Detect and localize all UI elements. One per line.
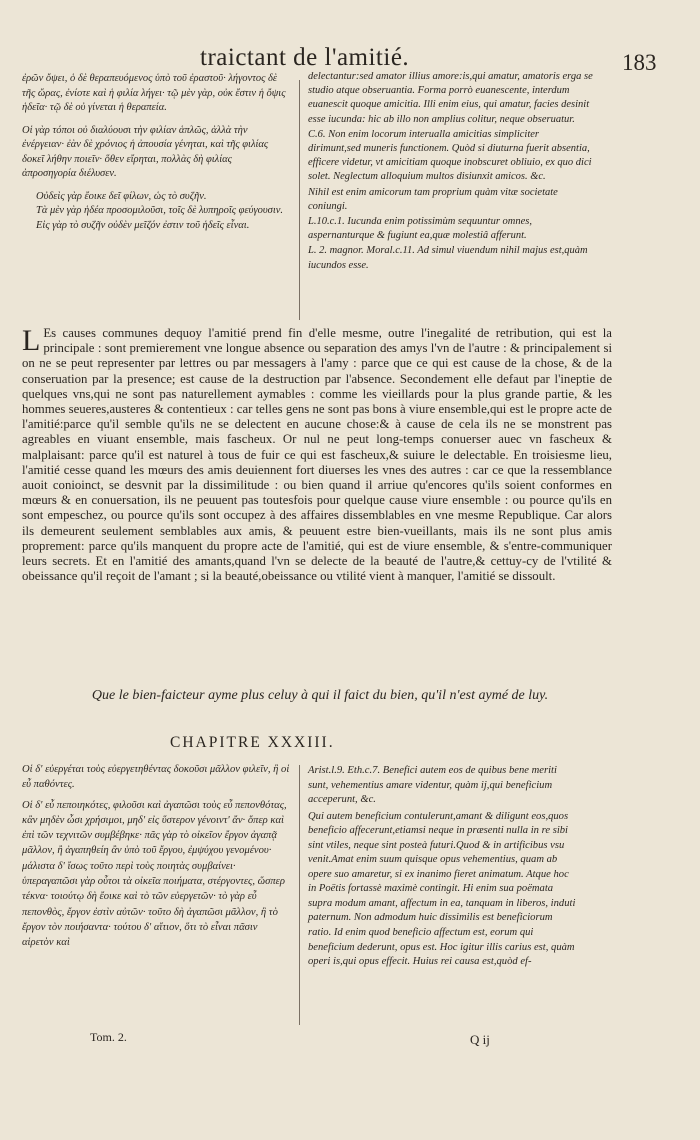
column-rule [299, 765, 300, 1025]
volume-mark: Tom. 2. [90, 1030, 127, 1044]
latin-paragraph: Qui autem beneficium contulerunt,amant & diligunt eos,quos beneficio affecerunt,etiamsi neque in præsenti nulla in re sibi sint vtiles, neque sint posteà futuri.Quod & in artificibus vsu venit.Amat enim suum quisque opus vehementius, quam ab opere suo amaretur, si ex inanimo fieret animatum. Atque hoc in Poëtis fortassè maximè contingit. Hi enim sua poëmata supra modum amant, affectum in ea, tanquam in liberos, induti paternum. Non admodum huic dissimilis est beneficiorum ratio. Id enim quod beneficio affectum est, eorum qui beneficium dederunt, opus est. Hoc igitur illis carius est, quàm operi is,qui opus effecit. Huius rei causa est,quòd ef- [308, 810, 576, 968]
greek-verse: Εἰς γὰρ τὸ συζῆν οὐδὲν μεῖζόν ἐστιν τοῦ ἡδεῖς εἶναι. [36, 219, 250, 231]
column-rule [299, 80, 300, 320]
greek-column-top [22, 72, 287, 233]
latin-paragraph: delectantur:sed amator illius amore:is,qui amatur, amatoris erga se studio atque obseruantia. Forma porrò euanescente, interdum euanescit quoque amicitia. Illi enim eius, qui amatur, facies desinit esse iucunda: hic ab illo non amplius colitur, neque obseruatur. [308, 71, 593, 125]
latin-paragraph: Nihil est enim amicorum tam proprium quàm vitæ societate coniungi. [308, 186, 558, 212]
greek-paragraph: Οἱ γὰρ τόποι οὐ διαλύουσι τὴν φιλίαν ἁπλῶς, ἀλλὰ τὴν ἐνέργειαν· ἐὰν δὲ χρόνιος ἡ ἀπουσία γένηται, καὶ τῆς φιλίας δοκεῖ λήθην ποιεῖν· ὅθεν εἴρηται, πολλὰς δὴ φιλίας ἀπροσηγορία διέλυσεν. [22, 124, 269, 179]
latin-paragraph: C.6. Non enim locorum interualla amicitias simpliciter dirimunt,sed muneris functionem. Quòd si diuturna fuerit absentia, efficere videtur, vt amicitiam quoque inobscuret obliuio, ex quo dici solet. Neglectum alloquium multos disiunxit amicos. &c. [308, 128, 592, 183]
signature-mark: Q ij [470, 1032, 490, 1047]
latin-paragraph: Arist.l.9. Eth.c.7. Benefici autem eos de quibus bene meriti sunt, vehementius amare videntur, quàm ij,qui beneficium acceperunt, &c. [308, 765, 557, 806]
running-title: traictant de l'amitié. [200, 44, 410, 71]
greek-verse: Τὰ μὲν γὰρ ἡδέα προσομιλοῦσι, τοῖς δὲ λυπηροῖς φεύγουσιν. [36, 205, 284, 216]
greek-paragraph: ἐρῶν ὄψει, ὁ δὲ θεραπευόμενος ὑπὸ τοῦ ἐραστοῦ· λήγοντος δὲ τῆς ὥρας, ἐνίοτε καὶ ἡ φιλία λήγει· τῷ μὲν γὰρ, οὐκ ἔστιν ἡ ὄψις ἡδεῖα· τῷ δὲ οὐ γίνεται ἡ θεραπεία. [22, 73, 286, 113]
greek-paragraph: Οἱ δ' εὐεργέται τοὺς εὐεργετηθέντας δοκοῦσι μᾶλλον φιλεῖν, ἢ οἱ εὖ παθόντες. [22, 764, 290, 791]
drop-cap: L [22, 324, 41, 357]
greek-paragraph: Οἱ δ' εὖ πεποιηκότες, φιλοῦσι καὶ ἀγαπῶσι τοὺς εὖ πεπονθότας, κἂν μηδὲν ὦσι χρήσιμοι, μηδ' εἰς ὕστερον γένοιντ' ἄν· ὅπερ καὶ ἐπὶ τῶν τεχνιτῶν συμβέβηκε· πᾶς γὰρ τὸ οἰκεῖον ἔργον ἀγαπᾷ μᾶλλον, ἢ ἀγαπηθείη ἂν ὑπὸ τοῦ ἔργου, ἐμψύχου γενομένου· μάλιστα δ' ἴσως τοῦτο περὶ τοὺς ποιητὰς συμβαίνει· ὑπεραγαπῶσι γὰρ οὗτοι τὰ οἰκεῖα ποιήματα, στέργοντες, ὥσπερ τέκνα· τοιούτῳ δὴ ἔοικε καὶ τὸ τῶν εὐεργετῶν· τὸ γὰρ εὖ πεπονθὸς, ἔργον ἐστὶν αὐτῶν· τοῦτο δὴ ἀγαπῶσι μᾶλλον, ἢ τὸ ἔργον τὸν ποιήσαντα· τούτου δ' αἴτιον, ὅτι τὸ εἶναι πᾶσιν αἱρετὸν καὶ [22, 799, 287, 949]
chapter-summary: Que le bien-faicteur ayme plus celuy à qui il faict du bien, qu'il n'est aymé de luy. [91, 688, 549, 703]
latin-paragraph: L.10.c.1. Iucunda enim potissimùm sequuntur omnes, aspernanturque & fugiunt ea,quæ molestiâ afferunt. [308, 216, 532, 242]
chapter-title: CHAPITRE XXXIII. [170, 734, 335, 751]
main-text [22, 326, 612, 584]
latin-paragraph: L. 2. magnor. Moral.c.11. Ad simul viuendum nihil majus est,quàm iucundos esse. [308, 245, 588, 271]
greek-column-bottom [22, 762, 290, 956]
greek-verse: Οὐδεὶς γὰρ ἔοικε δεῖ φίλων, ὡς τὸ συζῆν. [36, 190, 207, 202]
latin-column-top [308, 70, 594, 274]
main-text-body: Es causes communes dequoy l'amitié prend fin d'elle mesme, outre l'inegalité de retribution, qui est la principale : sont premierement vne longue absence ou separation des amys l'vn de l'autre : & principalement si on ne se peut representer par lettres ou par messagers à l'amy : parce que ce qui est cause de la chose, & de la conseruation par la presence; est cause de la destruction par l'absence. Secondement elle defaut par l'ineptie de quelques vns,qui ne sont pas naturellement aymables : comme les vieillards pour la plus grande partie, & les hommes seueres,austeres & contentieux : car telles gens ne sont pas bons à viure ensemble,qui est le propre acte de l'amitié:parce qu'il semble qu'ils ne se delectent en aucune chose:& à cause de cela ils ne se monstrent pas agreables en viuant ensemble, mais fascheux. Or nul ne peut long-temps conuerser auec vn fascheux & malplaisant: parce qu'il est naturel à tous de fuir ce qui est fascheux,& suiure le delectable. En troisiesme lieu, l'amitié cesse quand les mœurs des amis deuiennent fort diuerses les vnes des autres : car ce que la ressemblance auoit conioinct, se desvnit par la dissimilitude : ou bien quand il arriue qu'encores qu'ils soient conformes en mœurs & en conuersation, ils ne peuuent pas toutesfois pour quelque cause viure ensemble : ou pource qu'ils en sont empeschez, ou pource qu'ils sont occupez à des affaires dissemblables en vne mesme Republique. Car alors ils demeurent seulement semblables aux amis, & peuuent estre bien-vueillants, mais ils ne sont plus amis proprement: parce qu'ils manquent du propre acte de l'amitié, qui est de viure ensemble, & s'entre-communiquer leurs secrets. Et en l'amitié des amants,quand l'vn se delecte de la beauté de l'autre,& cettuy-cy de l'vtilité & obeissance qu'il reçoit de l'amant ; si la beauté,obeissance ou vtilité vient à manquer, l'amitié se dissoult. [22, 326, 612, 584]
latin-column-bottom [308, 764, 576, 972]
page-number: 183 [622, 50, 657, 75]
